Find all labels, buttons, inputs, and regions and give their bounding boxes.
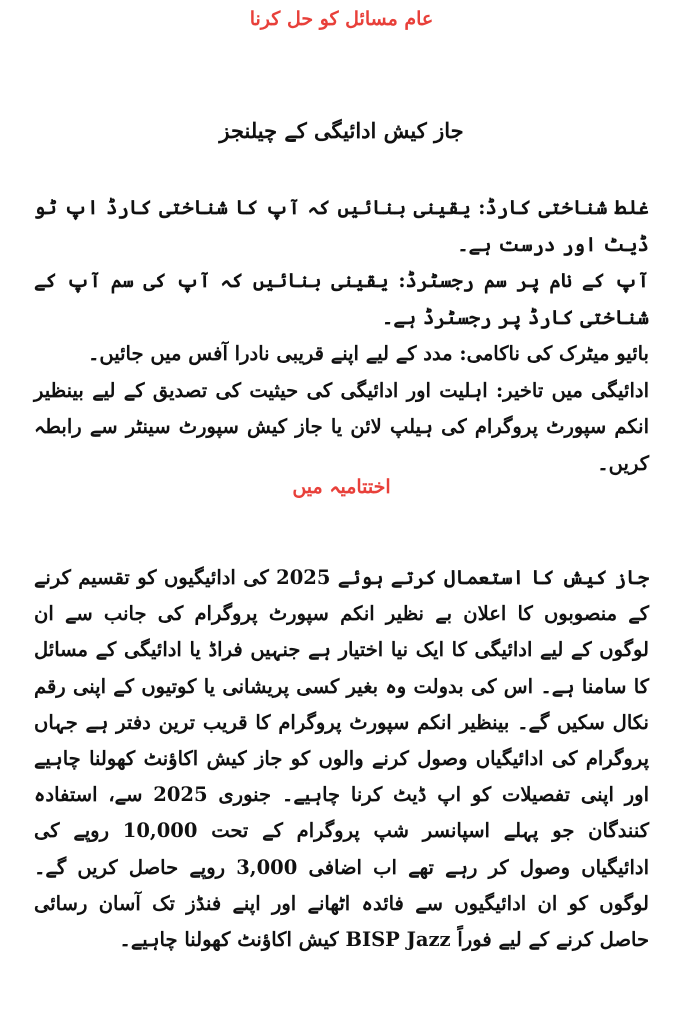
challenge-item-sim-registration: آپ کے نام پر سم رجسٹرڈ: یقینی بنائیں کہ آپ کی سم آپ کے شناختی کارڈ پر رجسٹرڈ ہے۔ [34, 269, 649, 329]
main-title: عام مسائل کو حل کرنا [249, 8, 434, 30]
challenges-title: جاز کیش ادائیگی کے چیلنجز [219, 118, 464, 143]
challenges-list [34, 190, 649, 482]
challenge-item-wrong-id: غلط شناختی کارڈ: یقینی بنائیں کہ آپ کا شناختی کارڈ اپ ٹو ڈیٹ اور درست ہے۔ [34, 196, 649, 256]
conclusion-paragraph [34, 560, 649, 958]
challenge-item-payment-delay: ادائیگی میں تاخیر: اہلیت اور ادائیگی کی حیثیت کی تصدیق کے لیے بینظیر انکم سپورٹ پروگرام کی ہیلپ لائن یا جاز کیش سپورٹ سینٹر سے رابطہ کریں۔ [34, 378, 649, 475]
challenge-item-biometric-failure: بائیو میٹرک کی ناکامی: مدد کے لیے اپنے قریبی نادرا آفس میں جائیں۔ [87, 342, 649, 365]
conclusion-title: اختتامیہ میں [292, 476, 391, 498]
conclusion-text: جاز کیش کا استعمال کرتے ہوئے 2025 کی ادائیگیوں کو تقسیم کرنے کے منصوبوں کا اعلان بے نظیر انکم سپورٹ پروگرام کی جانب سے ان لوگوں کے لیے ادائیگی کا ایک نیا اختیار ہے جنہیں فراڈ یا ادائیگی کے مسائل کا سامنا ہے۔ اس کی بدولت وہ بغیر کسی پریشانی یا کوتیوں کے اپنی رقم نکال سکیں گے۔ بینظیر انکم سپورٹ پروگرام کا قریب ترین دفتر ہے جہاں پروگرام کی ادائیگیاں وصول کرنے والوں کو جاز کیش اکاؤنٹ کھولنا چاہیے اور اپنی تفصیلات کو اپ ڈیٹ کرنا چاہیے۔ جنوری 2025 سے، استفادہ کنندگان جو پہلے اسپانسر شپ پروگرام کے تحت 10,000 روپے کی ادائیگیاں وصول کر رہے تھے اب اضافی 3,000 روپے حاصل کریں گے۔ لوگوں کو ان ادائیگیوں سے فائدہ اٹھانے اور اپنے فنڈز تک آسان رسائی حاصل کرنے کے لیے فوراً BISP Jazz کیش اکاؤنٹ کھولنا چاہیے۔ [34, 566, 650, 952]
